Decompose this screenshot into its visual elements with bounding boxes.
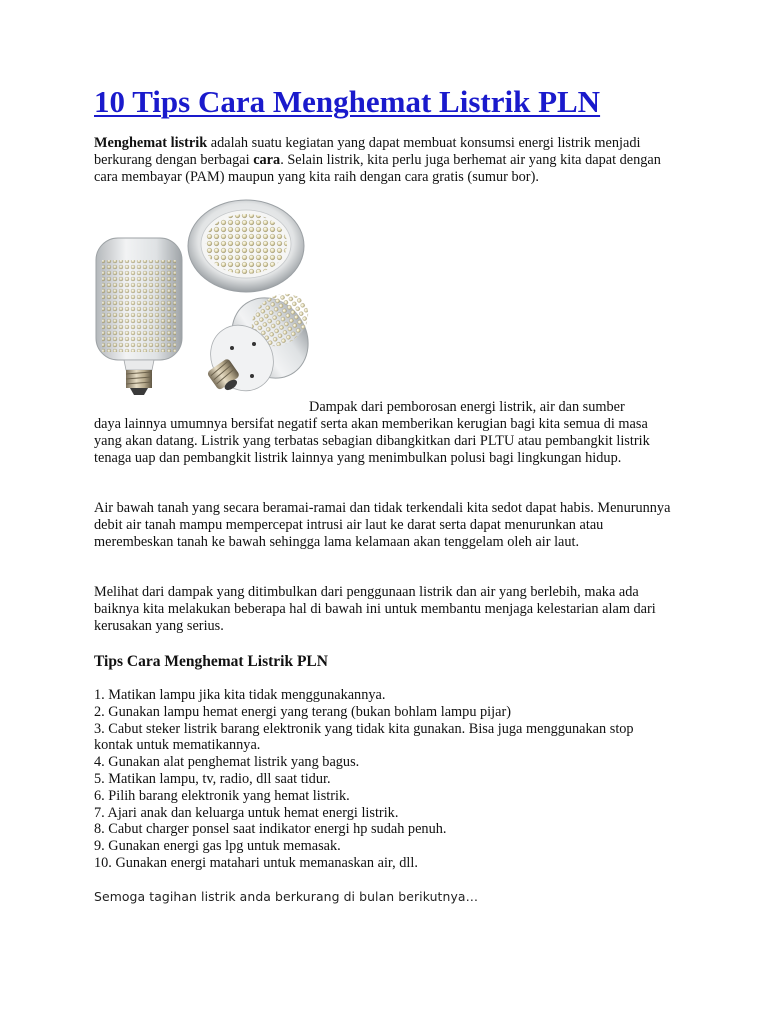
intro-bold-cara: cara: [253, 151, 281, 168]
title-link[interactable]: 10 Tips Cara Menghemat Listrik PLN: [94, 84, 601, 119]
list-item: 8. Cabut charger ponsel saat indikator energi hp sudah penuh.: [94, 821, 447, 838]
page-title: [94, 82, 600, 122]
list-item: 4. Gunakan alat penghemat listrik yang bagus.: [94, 754, 360, 771]
intro-paragraph: [94, 135, 674, 185]
closing-line: Semoga tagihan listrik anda berkurang di bulan berikutnya…: [94, 889, 479, 904]
list-item: 3. Cabut steker listrik barang elektronik yang tidak kita gunakan. Bisa juga menggunakan stop kontak untuk mematikannya.: [94, 720, 634, 754]
led-bulb-lying: [198, 283, 314, 398]
paragraph3: Air bawah tanah yang secara beramai-ramai dan tidak terkendali kita sedot dapat habis. Menurunnya debit air tanah mampu mempercepat intrusi air laut ke darat serta dapat menurunkan atau merembeskan tanah ke bawah sehingga lama kelamaan akan tenggelam oleh air laut.: [94, 500, 671, 550]
intro-bold-lead: Menghemat listrik: [94, 135, 208, 151]
list-item: 5. Matikan lampu, tv, radio, dll saat tidur.: [94, 770, 331, 787]
tips-list: [94, 687, 674, 872]
intro-text-a: adalah suatu kegiatan yang dapat membuat konsumsi energi listrik menjadi berkurang dengan berbagai: [94, 135, 641, 168]
section-heading: Tips Cara Menghemat Listrik PLN: [94, 653, 328, 670]
led-bulb-dish: [188, 200, 304, 292]
list-item: 6. Pilih barang elektronik yang hemat listrik.: [94, 787, 350, 804]
led-bulb-cylinder: [96, 238, 182, 395]
list-item: 2. Gunakan lampu hemat energi yang terang (bukan bohlam lampu pijar): [94, 703, 511, 720]
paragraph2-first-line: Dampak dari pemborosan energi listrik, air dan sumber: [309, 399, 625, 415]
intro-text-b: . Selain listrik, kita perlu juga berhemat air yang kita dapat dengan cara membayar (PAM) maupun yang kita raih dengan cara gratis (sumur bor).: [94, 151, 661, 185]
list-item: 7. Ajari anak dan keluarga untuk hemat energi listrik.: [94, 804, 399, 821]
paragraph2: daya lainnya umumnya bersifat negatif serta akan memberikan kerugian bagi kita semua di masa yang akan datang. Listrik yang terbatas sebagian dibangkitkan dari PLTU atau pembangkit listrik tenaga uap dan pembangkit listrik lainnya yang menimbulkan polusi bagi lingkungan hidup.: [94, 416, 650, 466]
paragraph4: Melihat dari dampak yang ditimbulkan dari penggunaan listrik dan air yang berlebih, maka ada baiknya kita melakukan beberapa hal di bawah ini untuk membantu menjaga kelestarian alam dari kerusakan yang serius.: [94, 584, 656, 634]
list-item: 9. Gunakan energi gas lpg untuk memasak.: [94, 838, 341, 855]
led-bulbs-photo: [94, 198, 314, 398]
list-item: 10. Gunakan energi matahari untuk memanaskan air, dll.: [94, 854, 418, 871]
list-item: 1. Matikan lampu jika kita tidak menggunakannya.: [94, 687, 386, 703]
